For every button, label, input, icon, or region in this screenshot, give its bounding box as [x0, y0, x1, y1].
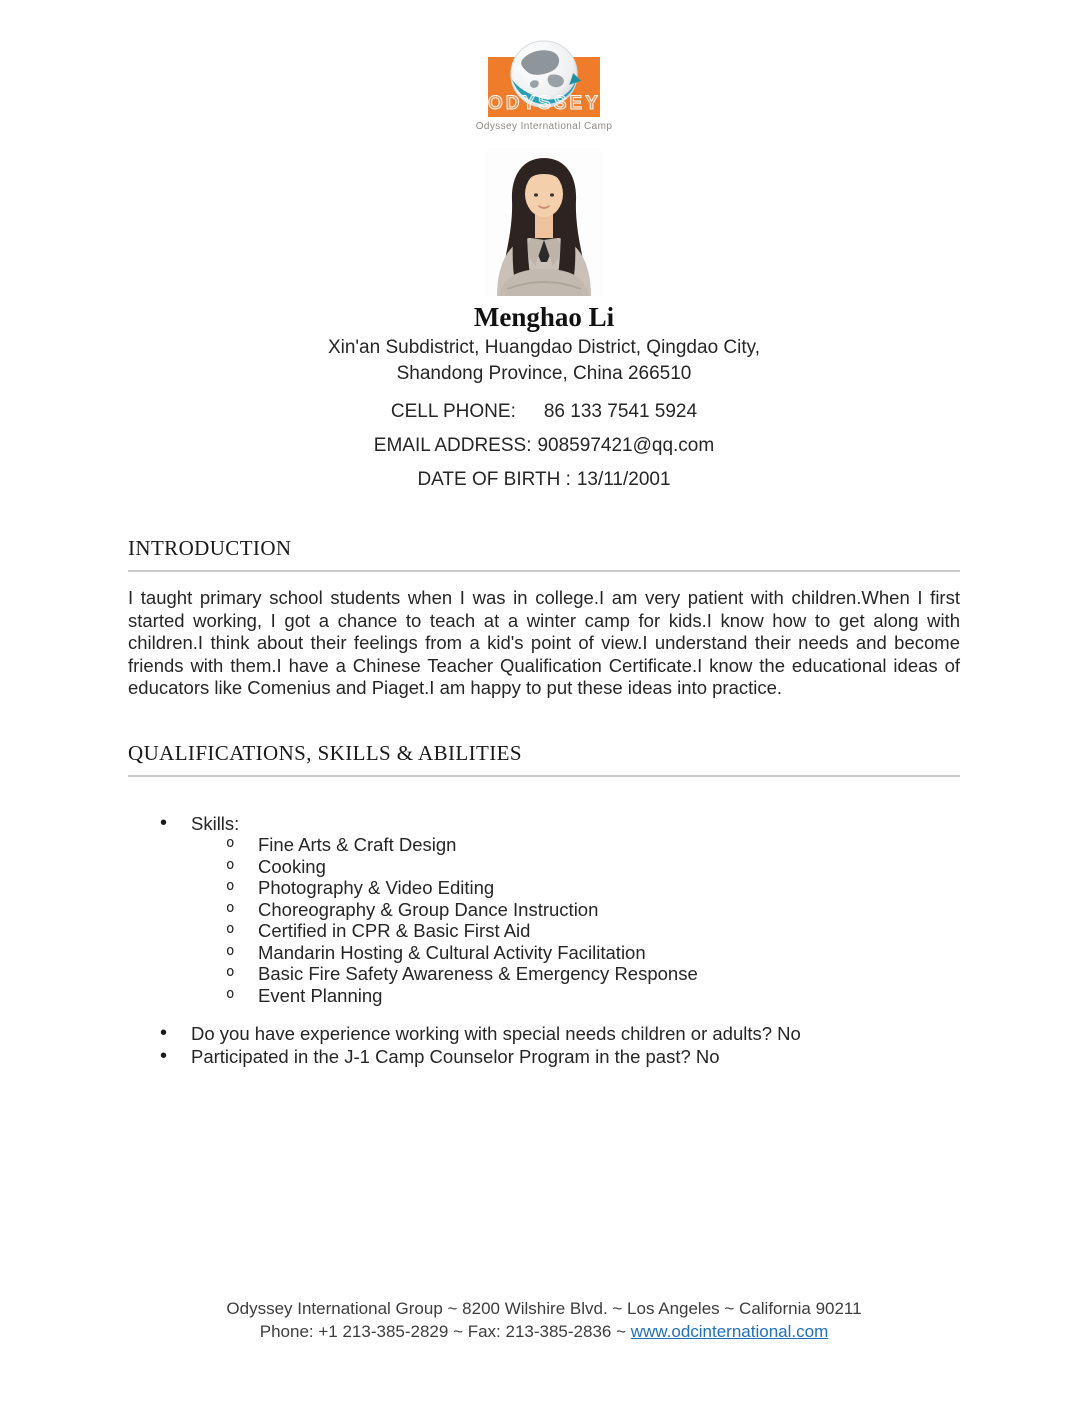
- dob-value: 13/11/2001: [576, 469, 671, 490]
- website-link[interactable]: www.odcinternational.com: [630, 1322, 829, 1341]
- question-item: • Do you have experience working with special needs children or adults? No: [128, 1023, 960, 1045]
- skills-list: [191, 834, 960, 1006]
- address-line-1: Xin'an Subdistrict, Huangdao District, Qingdao City,: [327, 337, 761, 358]
- skills-block: [128, 813, 960, 1007]
- question-item: • Participated in the J-1 Camp Counselor Program in the past? No: [128, 1046, 960, 1068]
- candidate-name: Menghao Li: [473, 302, 615, 332]
- dob-row: [0, 469, 1088, 491]
- qualifications-title: QUALIFICATIONS, SKILLS & ABILITIES: [128, 740, 522, 765]
- skill-item: o Certified in CPR & Basic First Aid: [128, 920, 960, 942]
- email-row: [0, 435, 1088, 457]
- skill-item: o Basic Fire Safety Awareness & Emergency Response: [128, 963, 960, 985]
- dob-label: DATE OF BIRTH :: [417, 469, 571, 490]
- questions-list: [128, 1023, 960, 1067]
- footer: [0, 1297, 1088, 1343]
- cell-phone-value: 86 133 7541 5924: [543, 401, 698, 422]
- email-value: 908597421@qq.com: [537, 435, 715, 456]
- skill-item: o Event Planning: [128, 985, 960, 1007]
- skills-label-text: Skills:: [191, 812, 240, 834]
- skill-item: o Cooking: [128, 856, 960, 878]
- skill-item: o Photography & Video Editing: [128, 877, 960, 899]
- odyssey-logo: [474, 38, 614, 132]
- skill-item: o Fine Arts & Craft Design: [128, 834, 960, 856]
- introduction-body: I taught primary school students when I was in college.I am very patient with children.When I first started working, I got a chance to teach at a winter camp for kids.I know how to get along with children.I think about their feelings from a kid's point of view.I understand their needs and become friends with them.I have a Chinese Teacher Qualification Certificate.I know the educational ideas of educators like Comenius and Piaget.I am happy to put these ideas into practice.: [128, 587, 960, 698]
- odyssey-wordmark: ODYSSEY: [488, 93, 601, 114]
- footer-phone-fax: Phone: +1 213-385-2829 ~ Fax: 213-385-2836 ~: [259, 1322, 631, 1341]
- email-label: EMAIL ADDRESS:: [373, 435, 532, 456]
- section-qualifications: [128, 741, 960, 1068]
- footer-contact: [0, 1320, 1088, 1343]
- address-line-2: Shandong Province, China 266510: [396, 363, 692, 384]
- section-rule: [128, 570, 960, 572]
- footer-address: Odyssey International Group ~ 8200 Wilshire Blvd. ~ Los Angeles ~ California 90211: [226, 1299, 862, 1318]
- section-introduction: [128, 536, 960, 700]
- skill-item: o Choreography & Group Dance Instruction: [128, 899, 960, 921]
- introduction-title: INTRODUCTION: [128, 536, 292, 560]
- skill-item: o Mandarin Hosting & Cultural Activity Facilitation: [128, 942, 960, 964]
- profile-photo: [485, 148, 603, 296]
- section-rule: [128, 775, 960, 777]
- cell-phone-row: [0, 401, 1088, 423]
- skills-label: [128, 813, 960, 1007]
- odyssey-logo-box: [488, 38, 600, 118]
- logo-caption: Odyssey International Camp: [475, 121, 613, 132]
- cell-phone-label: CELL PHONE:: [390, 401, 516, 422]
